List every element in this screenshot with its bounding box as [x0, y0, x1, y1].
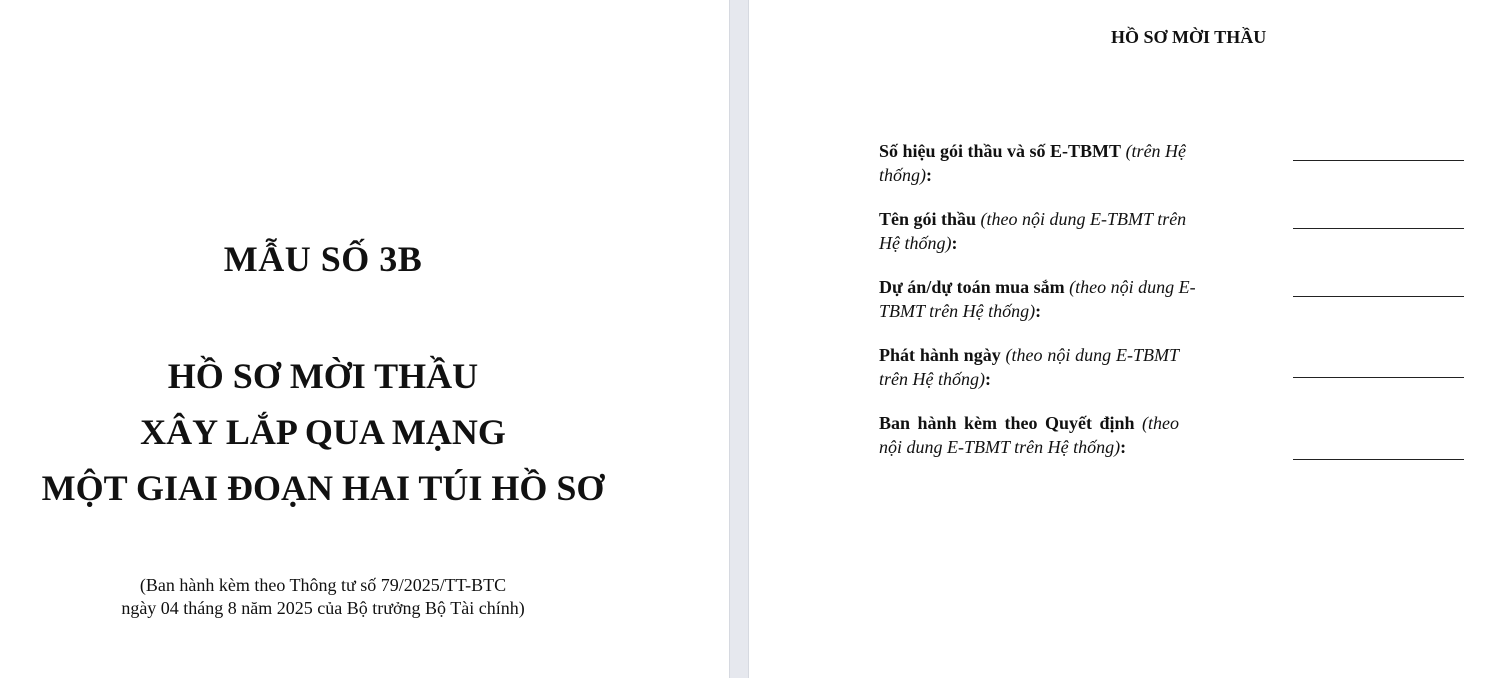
field-package-name-blank[interactable] [1293, 228, 1464, 229]
field-label-bold: Tên gói thầu [879, 209, 977, 229]
issuance-note [0, 574, 646, 620]
field-label-colon: : [951, 233, 958, 253]
field-label-bold: Phát hành ngày [879, 345, 1001, 365]
field-label-note: (theo nội dung E-TBMT trên Hệ thống) [879, 209, 1187, 253]
field-issue-date-blank[interactable] [1293, 377, 1464, 378]
field-project-label [879, 275, 1209, 323]
field-label-note: (trên Hệ thống) [879, 141, 1187, 185]
page-gutter [729, 0, 749, 678]
field-label-note: (theo nội dung E-TBMT trên Hệ thống) [879, 277, 1196, 321]
field-label-note: (theo nội dung E-TBMT trên Hệ thống) [879, 345, 1179, 389]
title-line: XÂY LẮP QUA MẠNG [140, 412, 506, 452]
issuance-line: ngày 04 tháng 8 năm 2025 của Bộ trưởng Bộ Tài chính) [121, 598, 525, 618]
field-package-name-label [879, 207, 1209, 255]
field-label-colon: : [984, 369, 991, 389]
info-page [749, 0, 1500, 678]
field-package-number-blank[interactable] [1293, 160, 1464, 161]
field-decision-label [879, 411, 1179, 459]
field-project-blank[interactable] [1293, 296, 1464, 297]
field-decision-blank[interactable] [1293, 459, 1464, 460]
field-label-note: (theo nội dung E-TBMT trên Hệ thống) [879, 413, 1179, 457]
title-line: HỒ SƠ MỜI THẦU [167, 356, 479, 396]
cover-page [0, 0, 729, 678]
title-line: MỘT GIAI ĐOẠN HAI TÚI HỒ SƠ [41, 468, 605, 508]
form-number: MẪU SỐ 3B [223, 239, 423, 279]
field-label-bold: Dự án/dự toán mua sắm [879, 277, 1065, 297]
document-title [0, 348, 646, 516]
field-label-colon: : [1120, 437, 1127, 457]
page-heading: HỒ SƠ MỜI THẦU [1111, 27, 1267, 47]
field-label-colon: : [926, 165, 932, 185]
field-label-bold: Ban hành kèm theo Quyết định [879, 413, 1135, 433]
field-label-colon: : [1035, 301, 1042, 321]
field-package-number-label [879, 139, 1209, 187]
issuance-line: (Ban hành kèm theo Thông tư số 79/2025/TT-BTC [139, 575, 507, 595]
field-issue-date-label [879, 343, 1179, 391]
field-label-bold: Số hiệu gói thầu và số E-TBMT [879, 141, 1122, 161]
